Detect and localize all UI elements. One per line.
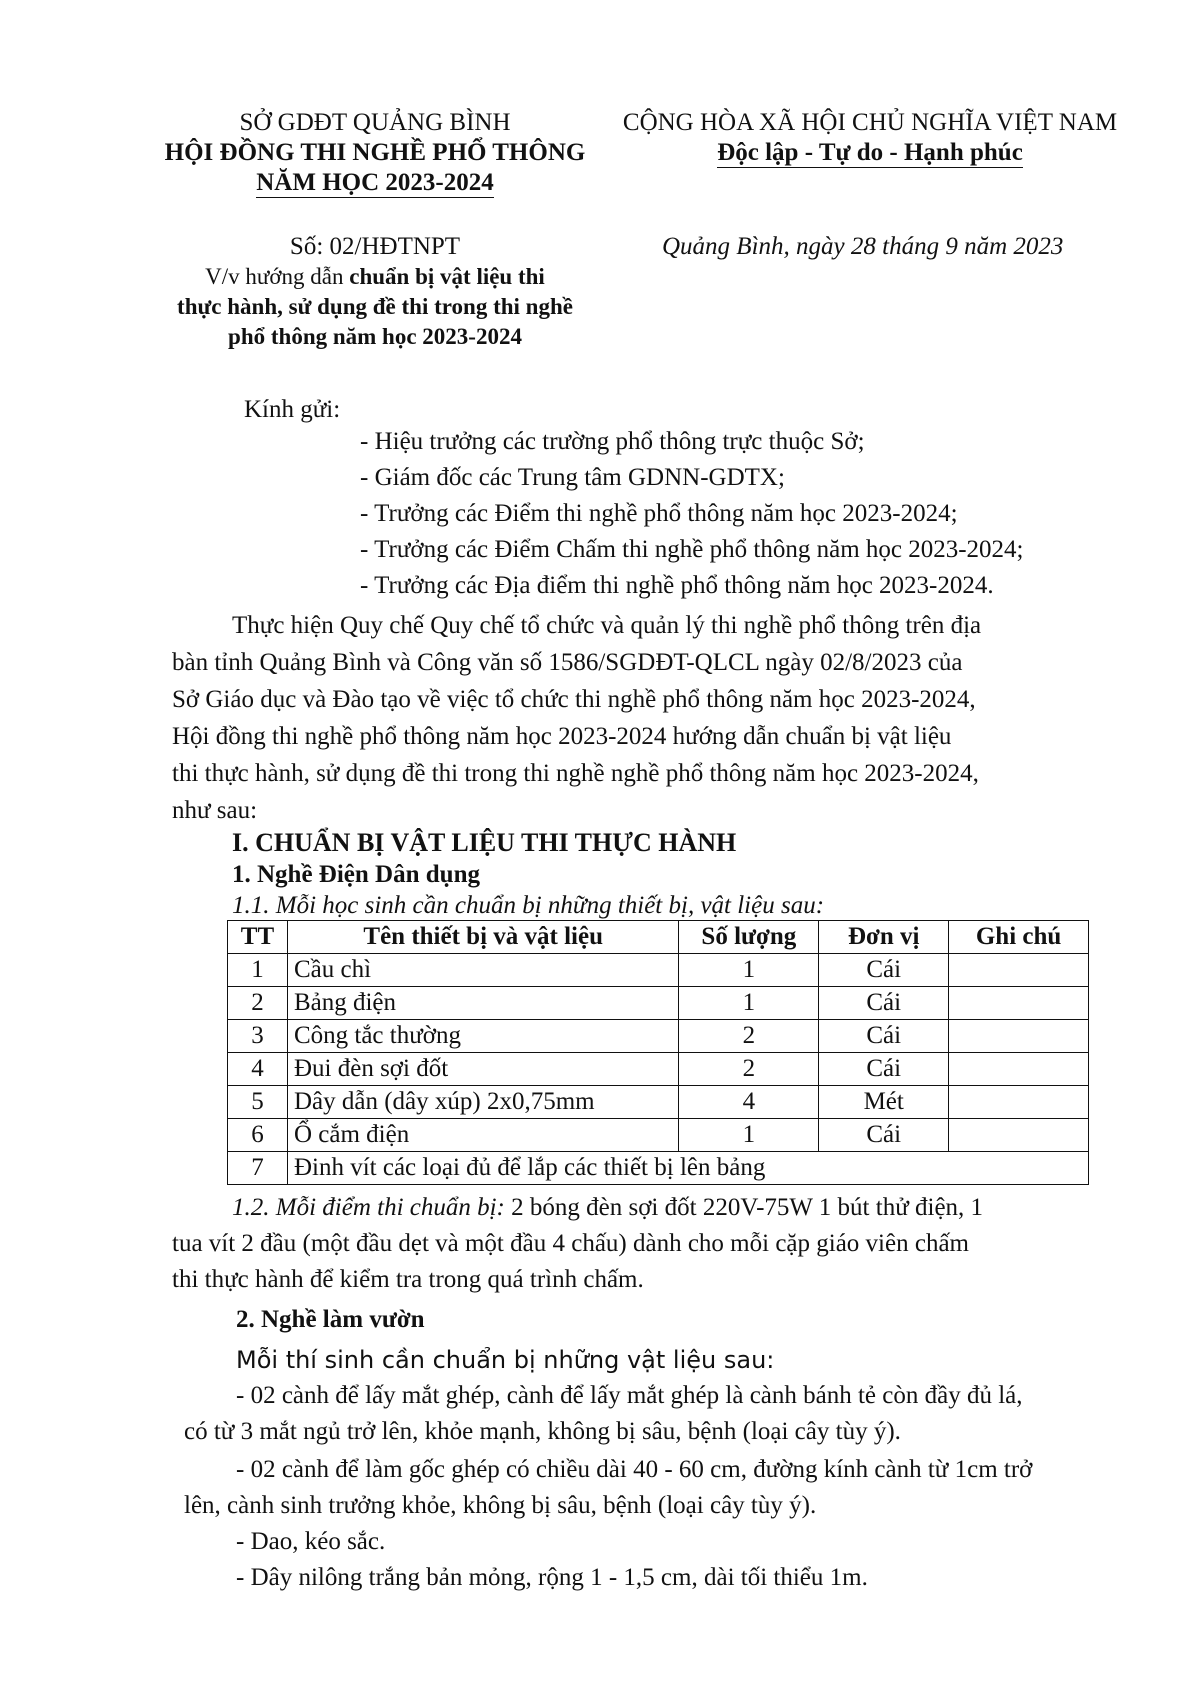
subsection-1-2-line: 1.2. Mỗi điểm thi chuẩn bị: 2 bóng đèn sợi đốt 220V-75W 1 bút thử điện, 1: [232, 1194, 984, 1221]
recipient-item: - Hiệu trưởng các trường phổ thông trực thuộc Sở;: [360, 428, 865, 455]
intro-line: Sở Giáo dục và Đào tạo về việc tổ chức thi nghề phổ thông năm học 2023-2024,: [172, 686, 976, 713]
council-name: HỘI ĐỒNG THI NGHỀ PHỔ THÔNG: [164, 139, 586, 166]
subject-line-3: phổ thông năm học 2023-2024: [228, 324, 522, 349]
table-row: [228, 1152, 1089, 1185]
list-item: - Dây nilông trắng bản mỏng, rộng 1 - 1,5 cm, dài tối thiểu 1m.: [236, 1564, 868, 1591]
table-cell: Ổ cắm điện: [287, 1119, 678, 1152]
national-motto: Độc lập - Tự do - Hạnh phúc: [717, 139, 1023, 166]
table-cell: Công tắc thường: [287, 1020, 678, 1053]
national-title: CỘNG HÒA XÃ HỘI CHỦ NGHĨA VIỆT NAM: [622, 109, 1118, 136]
table-cell: [949, 1119, 1089, 1152]
table-cell: Cầu chì: [287, 954, 678, 987]
table-row: [228, 1086, 1089, 1119]
list-item: lên, cành sinh trưởng khỏe, không bị sâu, bệnh (loại cây tùy ý).: [184, 1492, 817, 1519]
subsection-title: 2. Nghề làm vườn: [236, 1306, 425, 1333]
header-right: [620, 108, 1120, 168]
list-item: - Dao, kéo sắc.: [236, 1528, 386, 1555]
table-cell: Đui đèn sợi đốt: [287, 1053, 678, 1086]
table-cell: 2: [228, 987, 288, 1020]
recipient-item: - Trưởng các Điểm Chấm thi nghề phổ thông năm học 2023-2024;: [360, 536, 1024, 563]
table-cell: 7: [228, 1152, 288, 1185]
document-date: Quảng Bình, ngày 28 tháng 9 năm 2023: [662, 233, 1064, 260]
table-cell: 5: [228, 1086, 288, 1119]
column-header: Tên thiết bị và vật liệu: [287, 921, 678, 954]
school-year: NĂM HỌC 2023-2024: [256, 169, 494, 196]
table-cell: 3: [228, 1020, 288, 1053]
table-cell: Cái: [819, 954, 949, 987]
table-cell: 1: [228, 954, 288, 987]
intro-line: Thực hiện Quy chế Quy chế tổ chức và quản lý thi nghề phổ thông trên địa: [232, 612, 982, 639]
table-row: [228, 987, 1089, 1020]
intro-line: bàn tỉnh Quảng Bình và Công văn số 1586/SGDĐT-QLCL ngày 02/8/2023 của: [172, 649, 963, 676]
subject-line-1: V/v hướng dẫn chuẩn bị vật liệu thi: [205, 264, 545, 289]
recipient-item: - Trưởng các Điểm thi nghề phổ thông năm học 2023-2024;: [360, 500, 958, 527]
table-cell: Cái: [819, 1119, 949, 1152]
department-name: SỞ GDĐT QUẢNG BÌNH: [239, 109, 511, 136]
subsection-1-2-line: thi thực hành để kiểm tra trong quá trình chấm.: [172, 1266, 644, 1293]
table-cell: Mét: [819, 1086, 949, 1119]
recipient-item: - Giám đốc các Trung tâm GDNN-GDTX;: [360, 464, 785, 491]
column-header: Đơn vị: [819, 921, 949, 954]
section-title: I. CHUẨN BỊ VẬT LIỆU THI THỰC HÀNH: [232, 828, 737, 857]
table-header-row: [228, 921, 1089, 954]
recipient-item: - Trưởng các Địa điểm thi nghề phổ thông năm học 2023-2024.: [360, 572, 994, 599]
table-cell: Cái: [819, 1053, 949, 1086]
table-cell: 6: [228, 1119, 288, 1152]
table-cell: [949, 1020, 1089, 1053]
document-number: Số: 02/HĐTNPT: [289, 233, 461, 260]
header-left: [140, 108, 610, 198]
table-cell: 1: [679, 987, 819, 1020]
table-cell: [949, 954, 1089, 987]
list-item: có từ 3 mắt ngủ trở lên, khỏe mạnh, không bị sâu, bệnh (loại cây tùy ý).: [184, 1418, 901, 1445]
table-row: [228, 1020, 1089, 1053]
table-cell: [949, 1086, 1089, 1119]
intro-line: thi thực hành, sử dụng đề thi trong thi nghề nghề phổ thông năm học 2023-2024,: [172, 760, 979, 787]
table-cell: 4: [679, 1086, 819, 1119]
table-row: [228, 954, 1089, 987]
table-cell: Đinh vít các loại đủ để lắp các thiết bị lên bảng: [287, 1152, 1088, 1185]
table-cell: 1: [679, 954, 819, 987]
subsection-caption: 1.1. Mỗi học sinh cần chuẩn bị những thiết bị, vật liệu sau:: [232, 892, 825, 919]
intro-line: Hội đồng thi nghề phổ thông năm học 2023-2024 hướng dẫn chuẩn bị vật liệu: [172, 723, 952, 750]
table-cell: Cái: [819, 1020, 949, 1053]
table-cell: 4: [228, 1053, 288, 1086]
table-row: [228, 1053, 1089, 1086]
column-header: TT: [228, 921, 288, 954]
document-ref: [140, 232, 610, 352]
table-row: [228, 1119, 1089, 1152]
list-item: - 02 cành để làm gốc ghép có chiều dài 40 - 60 cm, đường kính cành từ 1cm trở: [236, 1456, 1033, 1483]
column-header: Số lượng: [679, 921, 819, 954]
subsection-1-2-line: tua vít 2 đầu (một đầu dẹt và một đầu 4 chấu) dành cho mỗi cặp giáo viên chấm: [172, 1230, 969, 1257]
greeting: Kính gửi:: [244, 396, 341, 423]
subject-line-2: thực hành, sử dụng đề thi trong thi nghề: [177, 294, 573, 319]
table-cell: [949, 987, 1089, 1020]
materials-table: [227, 920, 1089, 1185]
table-cell: 2: [679, 1020, 819, 1053]
table-cell: Bảng điện: [287, 987, 678, 1020]
table-cell: Cái: [819, 987, 949, 1020]
subsection-intro: Mỗi thí sinh cần chuẩn bị những vật liệu sau:: [236, 1346, 775, 1374]
table-cell: [949, 1053, 1089, 1086]
intro-line: như sau:: [172, 797, 258, 824]
table-cell: 2: [679, 1053, 819, 1086]
table-cell: Dây dẫn (dây xúp) 2x0,75mm: [287, 1086, 678, 1119]
subsection-title: 1. Nghề Điện Dân dụng: [232, 861, 480, 888]
list-item: - 02 cành để lấy mắt ghép, cành để lấy mắt ghép là cành bánh tẻ còn đầy đủ lá,: [236, 1382, 1023, 1409]
column-header: Ghi chú: [949, 921, 1089, 954]
table-cell: 1: [679, 1119, 819, 1152]
